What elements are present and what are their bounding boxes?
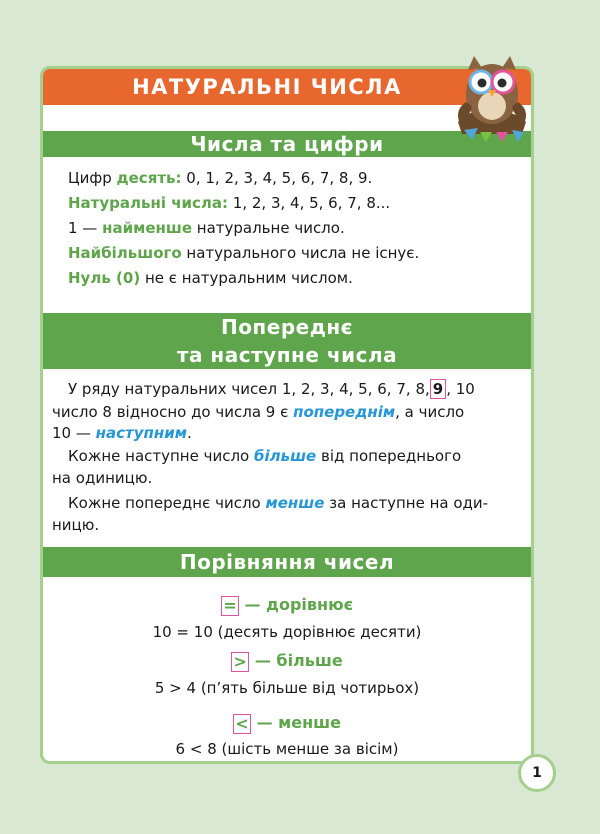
text: не є натуральним числом. bbox=[140, 269, 353, 287]
compare-equal-example: 10 = 10 (десять дорівнює десяти) bbox=[152, 623, 422, 641]
highlight-term: більше bbox=[254, 447, 317, 465]
highlight-term: — дорівнює bbox=[238, 595, 354, 614]
prev-next-line-5: на одиницю. bbox=[52, 469, 153, 487]
text: натуральне число. bbox=[192, 219, 345, 237]
prev-next-line-1 bbox=[68, 379, 475, 399]
section-heading-digits: Числа та цифри bbox=[43, 131, 531, 157]
text: 1, 2, 3, 4, 5, 6, 7, 8... bbox=[228, 194, 391, 212]
highlight-term: — більше bbox=[249, 651, 343, 670]
compare-less-example: 6 < 8 (шість менше за вісім) bbox=[175, 740, 399, 758]
digits-line-3 bbox=[68, 219, 345, 237]
digits-line-2 bbox=[68, 194, 390, 212]
text: 0, 1, 2, 3, 4, 5, 6, 7, 8, 9. bbox=[181, 169, 373, 187]
highlight-term: Найбільшого bbox=[68, 244, 182, 262]
text: , а число bbox=[395, 403, 465, 421]
highlight-term: Натуральні числа: bbox=[68, 194, 229, 212]
page-number: 1 bbox=[518, 754, 556, 792]
text: 8 bbox=[415, 380, 425, 398]
text: 1 — bbox=[68, 219, 103, 237]
digits-line-1 bbox=[68, 169, 372, 187]
equals-sign-box: = bbox=[221, 596, 239, 616]
highlight-term: менше bbox=[265, 494, 325, 512]
highlight-term: — менше bbox=[251, 713, 341, 732]
prev-next-line-6 bbox=[68, 494, 488, 512]
section-heading-prev-next bbox=[43, 313, 531, 369]
highlight-term: наступним bbox=[95, 424, 187, 442]
prev-next-line-4 bbox=[68, 447, 461, 465]
prev-next-line-3 bbox=[52, 424, 192, 442]
text: , 10 bbox=[446, 380, 475, 398]
compare-greater-example: 5 > 4 (п’ять більше від чотирьох) bbox=[154, 679, 420, 697]
prev-next-line-2 bbox=[52, 403, 464, 421]
text: , bbox=[424, 380, 430, 398]
less-sign-box: < bbox=[233, 714, 251, 734]
text: 10 — bbox=[52, 424, 96, 442]
page-title: НАТУРАЛЬНІ ЧИСЛА bbox=[43, 69, 531, 105]
text: за наступне на оди- bbox=[324, 494, 489, 512]
compare-less-heading bbox=[43, 713, 531, 734]
highlight-term: Нуль (0) bbox=[68, 269, 141, 287]
highlight-term: десять: bbox=[116, 169, 182, 187]
text: Кожне попереднє число bbox=[68, 494, 266, 512]
boxed-number: 9 bbox=[430, 379, 446, 399]
text: від попереднього bbox=[316, 447, 462, 465]
text: . bbox=[186, 424, 192, 442]
prev-next-line-7: ницю. bbox=[52, 516, 100, 534]
text: У ряду натуральних чисел 1, 2, 3, 4, 5, 6, 7, bbox=[68, 380, 416, 398]
text: натурального числа не існує. bbox=[181, 244, 420, 262]
owl-icon bbox=[450, 52, 534, 144]
compare-equal-heading bbox=[43, 595, 531, 616]
compare-greater-heading bbox=[43, 651, 531, 672]
heading-line: та наступне числа bbox=[176, 343, 398, 367]
section-heading-compare: Порівняння чисел bbox=[43, 547, 531, 577]
digits-line-5 bbox=[68, 269, 353, 287]
heading-line: Попереднє bbox=[220, 315, 354, 339]
text: число 8 відносно до числа 9 є bbox=[52, 403, 294, 421]
digits-line-4 bbox=[68, 244, 419, 262]
highlight-term: попереднім bbox=[293, 403, 396, 421]
text: Цифр bbox=[68, 169, 117, 187]
greater-sign-box: > bbox=[231, 652, 249, 672]
rules-card bbox=[40, 66, 534, 764]
text: Кожне наступне число bbox=[68, 447, 255, 465]
highlight-term: найменше bbox=[102, 219, 192, 237]
